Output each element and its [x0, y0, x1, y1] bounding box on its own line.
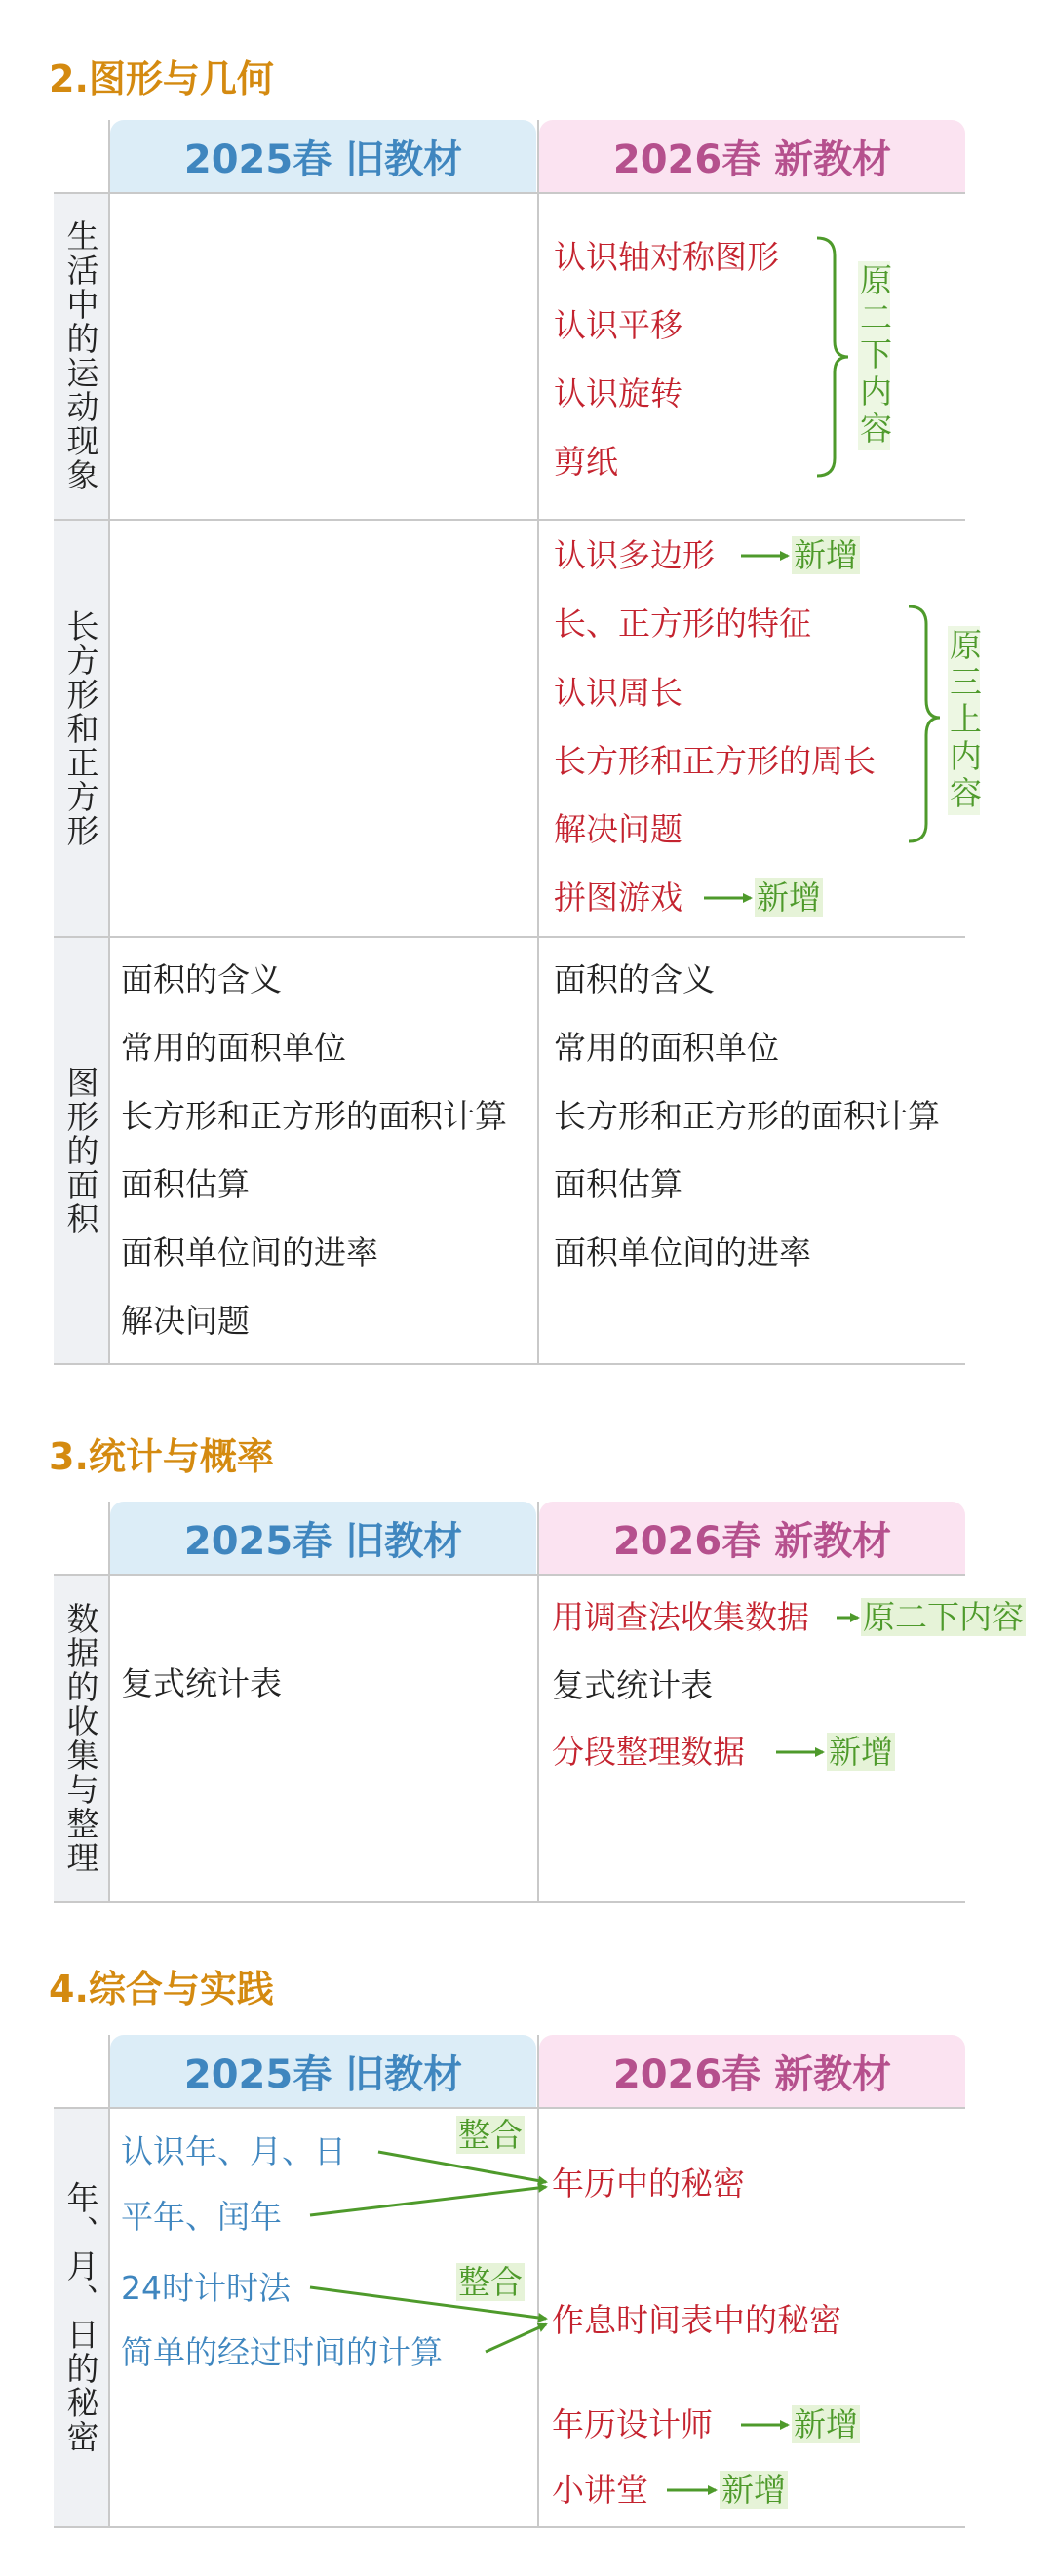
header-old-textbook: 2025春 旧教材	[110, 1502, 536, 1574]
list-item: 面积单位间的进率	[121, 1233, 378, 1271]
merge-tag: 整合	[458, 2263, 523, 2301]
row-label-text: 长方形和正方形	[61, 608, 100, 848]
section-title-practice: 4.综合与实践	[49, 1968, 274, 2010]
list-item: 小讲堂	[552, 2471, 648, 2509]
list-item: 解决问题	[554, 810, 682, 848]
list-item: 复式统计表	[552, 1666, 713, 1704]
arrow-merge	[310, 2287, 546, 2319]
list-item: 长方形和正方形的周长	[554, 742, 876, 780]
row-label-text: 图形的面积	[61, 1065, 100, 1236]
row-label-text: 生活中的运动现象	[61, 219, 100, 492]
origin-note: 原二下内容	[855, 263, 893, 449]
header-old-textbook: 2025春 旧教材	[110, 2035, 536, 2107]
list-item: 认识轴对称图形	[554, 238, 779, 276]
origin-tag: 原二下内容	[863, 1598, 1024, 1636]
list-item: 拼图游戏	[554, 878, 682, 917]
list-item: 认识年、月、日	[121, 2132, 346, 2170]
list-item: 常用的面积单位	[121, 1029, 346, 1067]
arrow-merge	[310, 2187, 546, 2215]
new-tag: 新增	[794, 2405, 858, 2443]
list-item: 长、正方形的特征	[554, 605, 811, 643]
list-item: 认识多边形	[554, 536, 715, 574]
list-item: 面积单位间的进率	[554, 1233, 811, 1271]
origin-note: 原三上内容	[945, 628, 983, 813]
list-item: 年历中的秘密	[552, 2165, 745, 2203]
row-label-text: 数据的收集与整理	[61, 1601, 100, 1875]
list-item: 面积的含义	[554, 960, 715, 998]
merge-tag: 整合	[458, 2116, 523, 2154]
list-item: 认识平移	[554, 306, 682, 344]
list-item: 面积的含义	[121, 960, 282, 998]
arrow-merge	[378, 2152, 546, 2182]
list-item: 复式统计表	[121, 1664, 282, 1702]
header-new-textbook: 2026春 新教材	[539, 1502, 965, 1574]
new-tag: 新增	[829, 1733, 893, 1771]
header-new-textbook: 2026春 新教材	[539, 2035, 965, 2107]
list-item: 年历设计师	[552, 2405, 713, 2443]
new-tag: 新增	[722, 2471, 786, 2509]
list-item: 分段整理数据	[552, 1733, 745, 1771]
list-item: 剪纸	[554, 443, 618, 481]
new-tag: 新增	[757, 878, 821, 917]
brace-bracket	[909, 606, 940, 841]
new-tag: 新增	[794, 536, 858, 574]
brace-bracket	[817, 238, 848, 476]
list-item: 平年、闰年	[121, 2198, 282, 2236]
section-title-statistics: 3.统计与概率	[49, 1435, 274, 1478]
list-item: 24时计时法	[121, 2269, 291, 2307]
row-label-text: 年、月、日的秘密	[61, 2181, 100, 2454]
list-item: 面积估算	[554, 1165, 682, 1203]
list-item: 常用的面积单位	[554, 1029, 779, 1067]
header-old-textbook: 2025春 旧教材	[110, 120, 536, 192]
list-item: 解决问题	[121, 1302, 250, 1340]
section-title-geometry: 2.图形与几何	[49, 58, 274, 100]
list-item: 面积估算	[121, 1165, 250, 1203]
list-item: 作息时间表中的秘密	[552, 2301, 841, 2339]
list-item: 用调查法收集数据	[552, 1598, 809, 1636]
arrow-merge	[486, 2324, 546, 2352]
list-item: 长方形和正方形的面积计算	[554, 1097, 940, 1135]
list-item: 认识周长	[554, 674, 682, 712]
list-item: 认识旋转	[554, 374, 682, 412]
list-item: 简单的经过时间的计算	[121, 2333, 443, 2371]
header-new-textbook: 2026春 新教材	[539, 120, 965, 192]
list-item: 长方形和正方形的面积计算	[121, 1097, 507, 1135]
